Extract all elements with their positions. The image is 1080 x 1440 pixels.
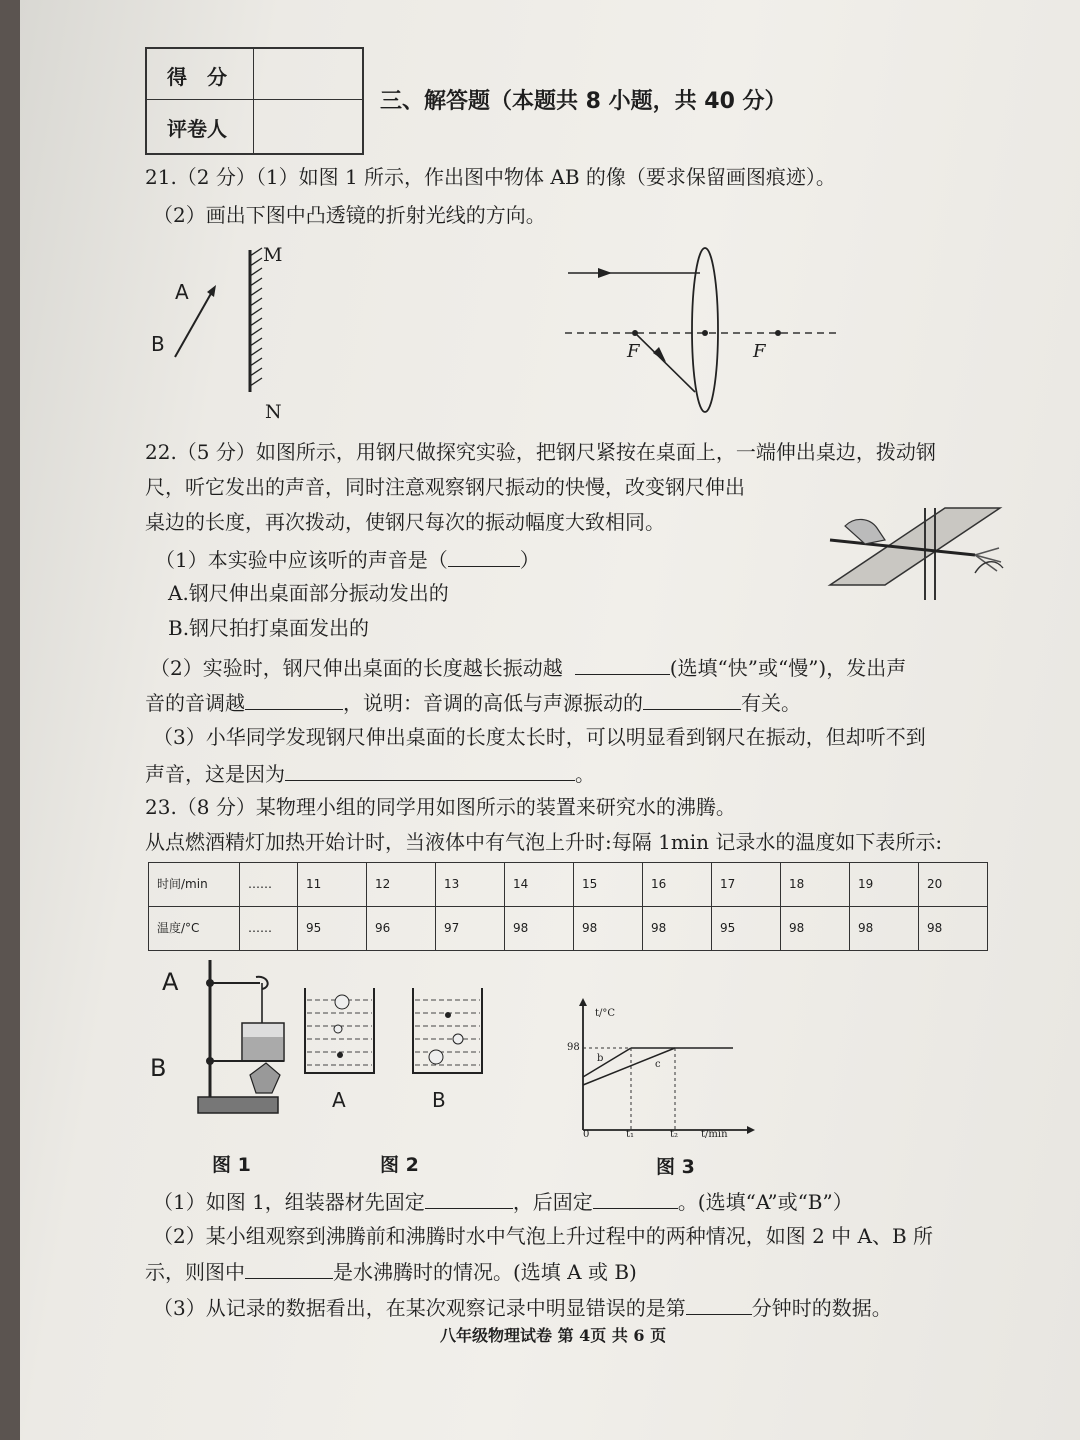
table-cell: 12 xyxy=(366,863,435,906)
q22-p2-blank2[interactable] xyxy=(245,689,343,710)
label-n: N xyxy=(265,401,282,423)
focus-right xyxy=(775,330,781,336)
q22-option-a: A.钢尺伸出桌面部分振动发出的 xyxy=(168,581,449,605)
grader-input[interactable] xyxy=(255,101,360,151)
q21-line1: 21.（2 分）（1）如图 1 所示，作出图中物体 AB 的像（要求保留画图痕迹）。 xyxy=(145,165,836,189)
table-row-time xyxy=(149,863,987,906)
table-cell: 98 xyxy=(642,907,711,950)
q23-p2-line2 xyxy=(145,1258,637,1284)
q23-p1-hint: 。(选填“A”或“B”） xyxy=(677,1190,853,1214)
label-a: A xyxy=(175,280,189,304)
bubble-beakers-figure xyxy=(302,985,492,1080)
q23-p3 xyxy=(153,1294,892,1320)
table-cell: 16 xyxy=(642,863,711,906)
q22-p1-answer-blank[interactable] xyxy=(448,546,520,567)
graph-t1: t₁ xyxy=(626,1129,635,1140)
table-cell: 15 xyxy=(573,863,642,906)
table-cell: 17 xyxy=(711,863,780,906)
q22-line1: 22.（5 分）如图所示，用钢尺做探究实验，把钢尺紧按在桌面上，一端伸出桌边，拨动钢 xyxy=(145,440,936,464)
q22-p2-hint: (选填“快”或“慢”)，发出声 xyxy=(669,656,907,680)
alcohol-lamp xyxy=(250,1063,280,1093)
object-arrowhead xyxy=(207,285,216,297)
q22-p2-line1 xyxy=(150,654,906,680)
graph-y-label: t/°C xyxy=(595,1008,616,1019)
q23-p1-mid: ，后固定 xyxy=(512,1190,593,1214)
table-cell: 11 xyxy=(297,863,366,906)
stand-base xyxy=(198,1097,278,1113)
q23-p1-blank1[interactable] xyxy=(425,1188,513,1209)
table-header-temperature: 温度/°C xyxy=(157,921,200,935)
label-b: B xyxy=(151,332,165,356)
q23-p1-blank2[interactable] xyxy=(593,1188,678,1209)
section-title: 三、解答题（本题共 8 小题，共 40 分） xyxy=(380,89,787,114)
table-cell: 98 xyxy=(504,907,573,950)
table-cell: 98 xyxy=(780,907,849,950)
table-cell: …… xyxy=(239,863,297,906)
q23-p3-blank[interactable] xyxy=(686,1294,752,1315)
table-cell: 95 xyxy=(297,907,366,950)
q23-p2-hint: 是水沸腾时的情况。(选填 A 或 B) xyxy=(333,1260,637,1284)
q22-p3-line2 xyxy=(145,760,595,786)
q22-line2: 尺，听它发出的声音，同时注意观察钢尺振动的快慢，改变钢尺伸出 xyxy=(145,475,745,499)
beaker-b xyxy=(413,988,482,1073)
curve-b xyxy=(583,1048,631,1077)
q22-line3: 桌边的长度，再次拨动，使钢尺每次的振动幅度大致相同。 xyxy=(145,510,665,534)
q22-p1-stem-close: ） xyxy=(519,548,540,572)
graph-y-tick: 98 xyxy=(567,1042,580,1053)
table-cell: 98 xyxy=(573,907,642,950)
q22-p1 xyxy=(155,546,540,572)
graph-t2: t₂ xyxy=(670,1129,679,1140)
table-header-time: 时间/min xyxy=(157,877,208,891)
fig1-label-a: A xyxy=(162,968,179,996)
page-footer: 八年级物理试卷 第 4页 共 6 页 xyxy=(440,1326,667,1345)
beaker-a xyxy=(305,988,374,1073)
q22-p2-explain: ，说明：音调的高低与声源振动的 xyxy=(343,691,643,715)
exam-paper xyxy=(20,0,1080,1440)
q22-p2-pitch: 音的音调越 xyxy=(145,691,245,715)
fig3-caption: 图 3 xyxy=(656,1156,695,1178)
q23-line2: 从点燃酒精灯加热开始计时，当液体中有气泡上升时:每隔 1min 记录水的温度如下表所示: xyxy=(145,830,943,854)
mirror-hatching xyxy=(250,248,262,386)
q22-p3-end: 。 xyxy=(575,762,595,786)
table-cell: 97 xyxy=(435,907,504,950)
q21-lens-figure xyxy=(560,240,870,420)
plucking-hand xyxy=(975,562,1003,573)
q23-p3-end: 分钟时的数据。 xyxy=(751,1296,892,1320)
q23-p3-stem: （3）从记录的数据看出，在某次观察记录中明显错误的是第 xyxy=(153,1296,686,1320)
table-cell: 20 xyxy=(918,863,987,906)
q22-p2-end: 有关。 xyxy=(741,691,801,715)
graph-label-b: b xyxy=(597,1053,604,1064)
grader-label: 评卷人 xyxy=(167,117,227,141)
score-box-divider-h xyxy=(147,99,362,100)
graph-label-c: c xyxy=(655,1059,661,1070)
focus-left xyxy=(632,330,638,336)
fig1-label-b: B xyxy=(150,1054,167,1082)
q22-p3-line1: （3）小华同学发现钢尺伸出桌面的长度太长时，可以明显看到钢尺在振动，但却听不到 xyxy=(153,725,926,749)
fig2-label-b: B xyxy=(432,1088,446,1112)
table-cell: 98 xyxy=(849,907,918,950)
table-cell: 13 xyxy=(435,863,504,906)
table-cell: 18 xyxy=(780,863,849,906)
table-cell: 96 xyxy=(366,907,435,950)
q22-p2-blank3[interactable] xyxy=(643,689,741,710)
q23-p2-line1: （2）某小组观察到沸腾前和沸腾时水中气泡上升过程中的两种情况，如图 2 中 A、B 所 xyxy=(153,1224,934,1248)
table-cell: 19 xyxy=(849,863,918,906)
optical-center xyxy=(702,330,708,336)
fig2-caption: 图 2 xyxy=(380,1154,419,1176)
table-cell: 95 xyxy=(711,907,780,950)
table-cell: 14 xyxy=(504,863,573,906)
q21-line2: （2）画出下图中凸透镜的折射光线的方向。 xyxy=(153,203,546,227)
q21-mirror-figure xyxy=(150,240,330,425)
q23-p1 xyxy=(153,1188,853,1214)
table-cell: …… xyxy=(239,907,297,950)
graph-origin: 0 xyxy=(583,1129,590,1140)
graph-x-label: t/min xyxy=(701,1129,728,1140)
label-m: M xyxy=(263,244,283,266)
q22-p1-stem: （1）本实验中应该听的声音是（ xyxy=(155,548,448,572)
q23-p1-stem: （1）如图 1，组装器材先固定 xyxy=(153,1190,425,1214)
q22-p2-stem: （2）实验时，钢尺伸出桌面的长度越长振动越 xyxy=(150,656,563,680)
table-cell: 98 xyxy=(918,907,987,950)
q23-line1: 23.（8 分）某物理小组的同学用如图所示的装置来研究水的沸腾。 xyxy=(145,795,736,819)
q22-p3-blank[interactable] xyxy=(285,760,575,781)
q22-option-b: B.钢尺拍打桌面发出的 xyxy=(168,616,370,640)
label-f-right: F xyxy=(753,341,766,362)
ruler-on-desk-figure xyxy=(825,488,1010,608)
q22-p2-line2 xyxy=(145,689,801,715)
incident-ray-focus xyxy=(635,333,695,392)
q23-p2-stem: 示，则图中 xyxy=(145,1260,245,1284)
fig2-label-a: A xyxy=(332,1088,346,1112)
score-box xyxy=(145,47,364,155)
q23-p2-blank[interactable] xyxy=(245,1258,333,1279)
fig1-caption: 图 1 xyxy=(212,1154,251,1176)
q22-p3-stem: 声音，这是因为 xyxy=(145,762,285,786)
pressing-hand xyxy=(845,519,885,544)
boiling-apparatus-figure xyxy=(180,955,300,1130)
table-row-temperature xyxy=(149,906,987,950)
score-label: 得 分 xyxy=(167,65,227,89)
q22-p2-blank1[interactable] xyxy=(575,654,670,675)
temperature-table xyxy=(148,862,988,951)
score-box-divider-v xyxy=(253,49,254,153)
score-input[interactable] xyxy=(255,49,360,98)
label-f-left: F xyxy=(627,341,640,362)
